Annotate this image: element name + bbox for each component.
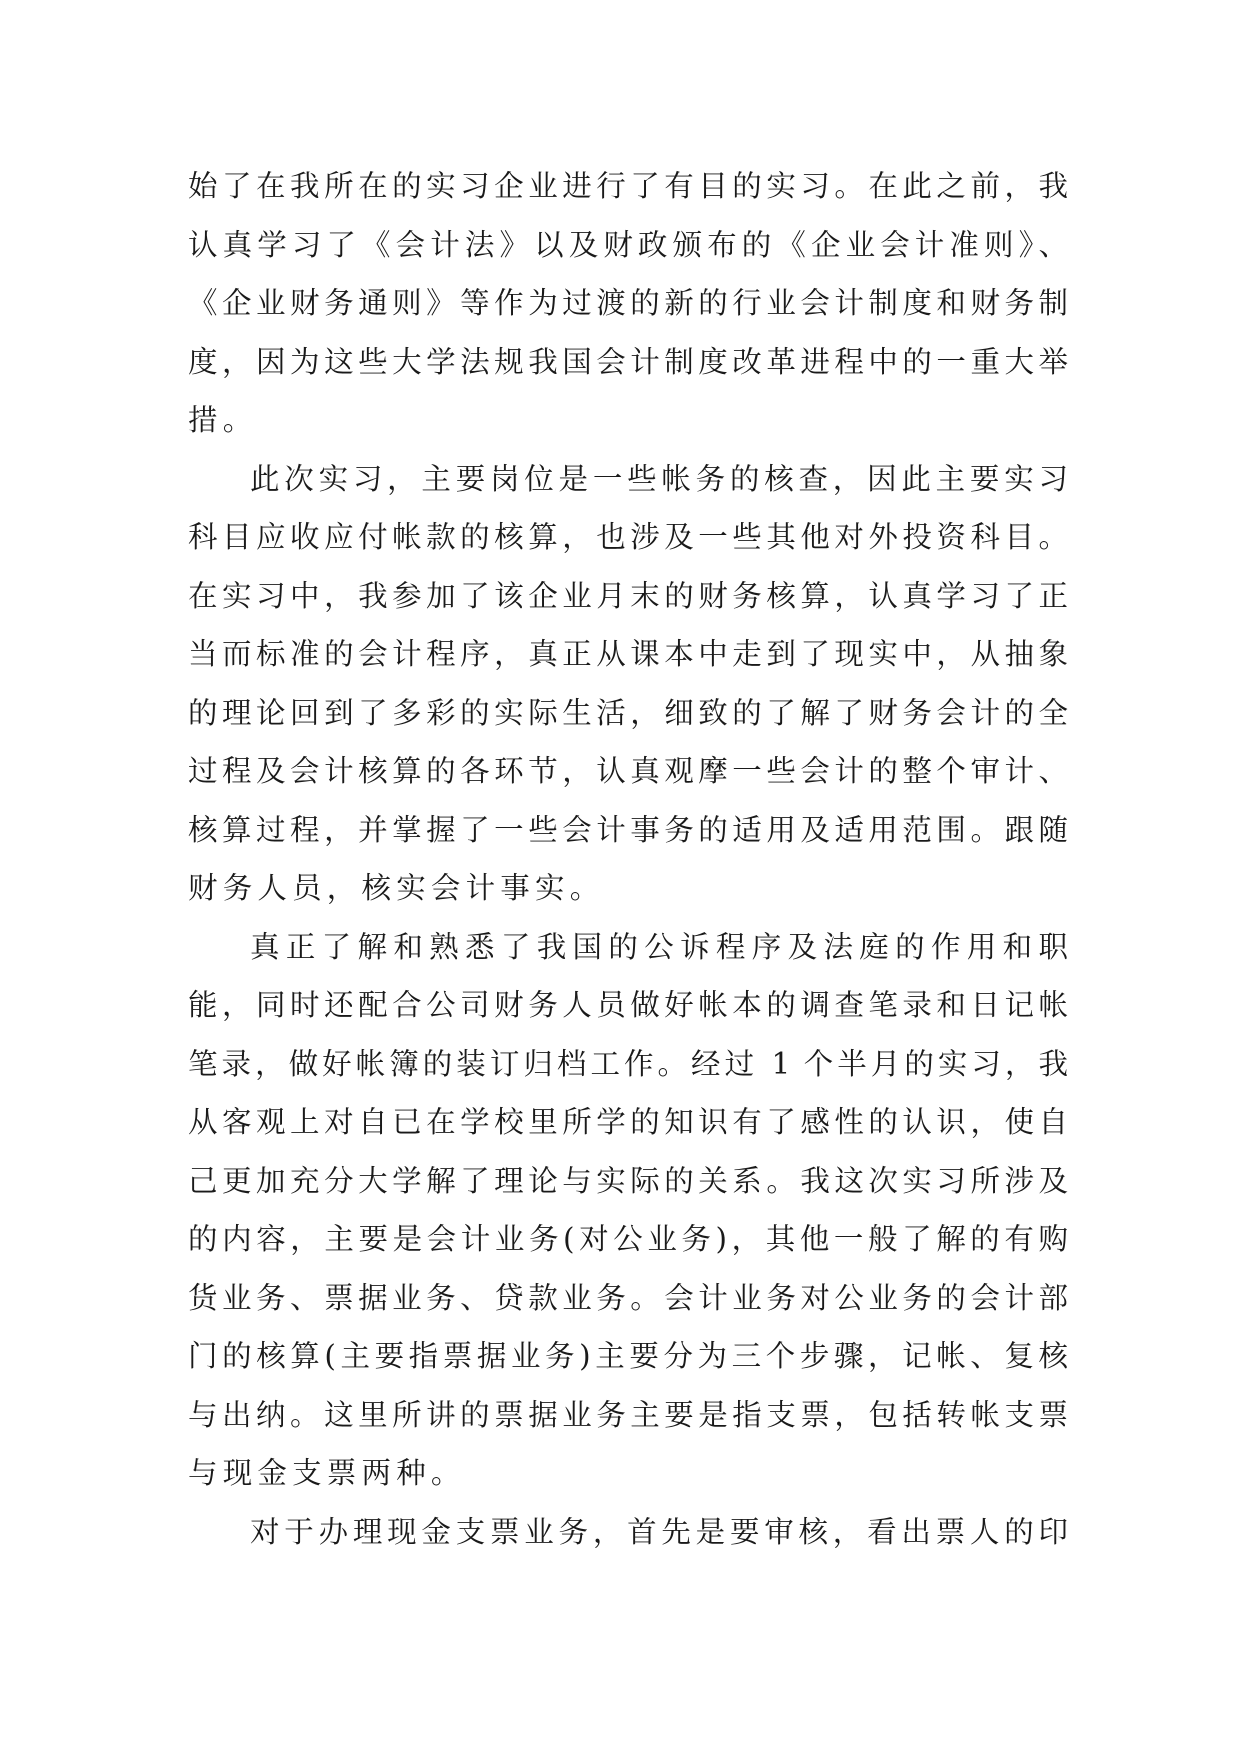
text-line: 从客观上对自已在学校里所学的知识有了感性的认识，使自: [188, 1105, 1068, 1139]
text-line: 在实习中，我参加了该企业月末的财务核算，认真学习了正: [188, 578, 1068, 613]
text-line: 认真学习了《会计法》以及财政颁布的《企业会计准则》、: [188, 227, 1068, 262]
document-body: [188, 157, 1068, 1561]
text-line: 核算过程，并掌握了一些会计事务的适用及适用范围。跟随: [188, 812, 1068, 847]
text-line: 措。: [188, 403, 258, 437]
text-line: 的理论回到了多彩的实际生活，细致的了解了财务会计的全: [188, 695, 1068, 730]
text-line: 对于办理现金支票业务，首先是要审核，看出票人的印: [250, 1514, 1068, 1549]
text-line: 的内容，主要是会计业务(对公业务)，其他一般了解的有购: [188, 1222, 1068, 1256]
text-line: 笔录，做好帐簿的装订归档工作。经过 1 个半月的实习，我: [188, 1046, 1068, 1081]
text-line: 财务人员，核实会计事实。: [188, 871, 605, 905]
text-line: 货业务、票据业务、贷款业务。会计业务对公业务的会计部: [188, 1280, 1068, 1315]
text-line: 与出纳。这里所讲的票据业务主要是指支票，包括转帐支票: [188, 1397, 1068, 1432]
text-line: 《企业财务通则》等作为过渡的新的行业会计制度和财务制: [188, 286, 1068, 320]
text-line: 过程及会计核算的各环节，认真观摩一些会计的整个审计、: [188, 754, 1068, 788]
text-line: 此次实习，主要岗位是一些帐务的核查，因此主要实习: [250, 461, 1068, 496]
text-line: 科目应收应付帐款的核算，也涉及一些其他对外投资科目。: [188, 520, 1068, 554]
text-line: 始了在我所在的实习企业进行了有目的实习。在此之前，我: [188, 169, 1068, 203]
text-line: 能，同时还配合公司财务人员做好帐本的调查笔录和日记帐: [188, 988, 1068, 1022]
text-line: 门的核算(主要指票据业务)主要分为三个步骤，记帐、复核: [188, 1339, 1068, 1373]
text-line: 与现金支票两种。: [188, 1456, 466, 1490]
text-line: 度，因为这些大学法规我国会计制度改革进程中的一重大举: [188, 344, 1068, 379]
text-line: 己更加充分大学解了理论与实际的关系。我这次实习所涉及: [188, 1163, 1068, 1198]
text-line: 当而标准的会计程序，真正从课本中走到了现实中，从抽象: [188, 637, 1068, 671]
text-line: 真正了解和熟悉了我国的公诉程序及法庭的作用和职: [250, 929, 1068, 964]
